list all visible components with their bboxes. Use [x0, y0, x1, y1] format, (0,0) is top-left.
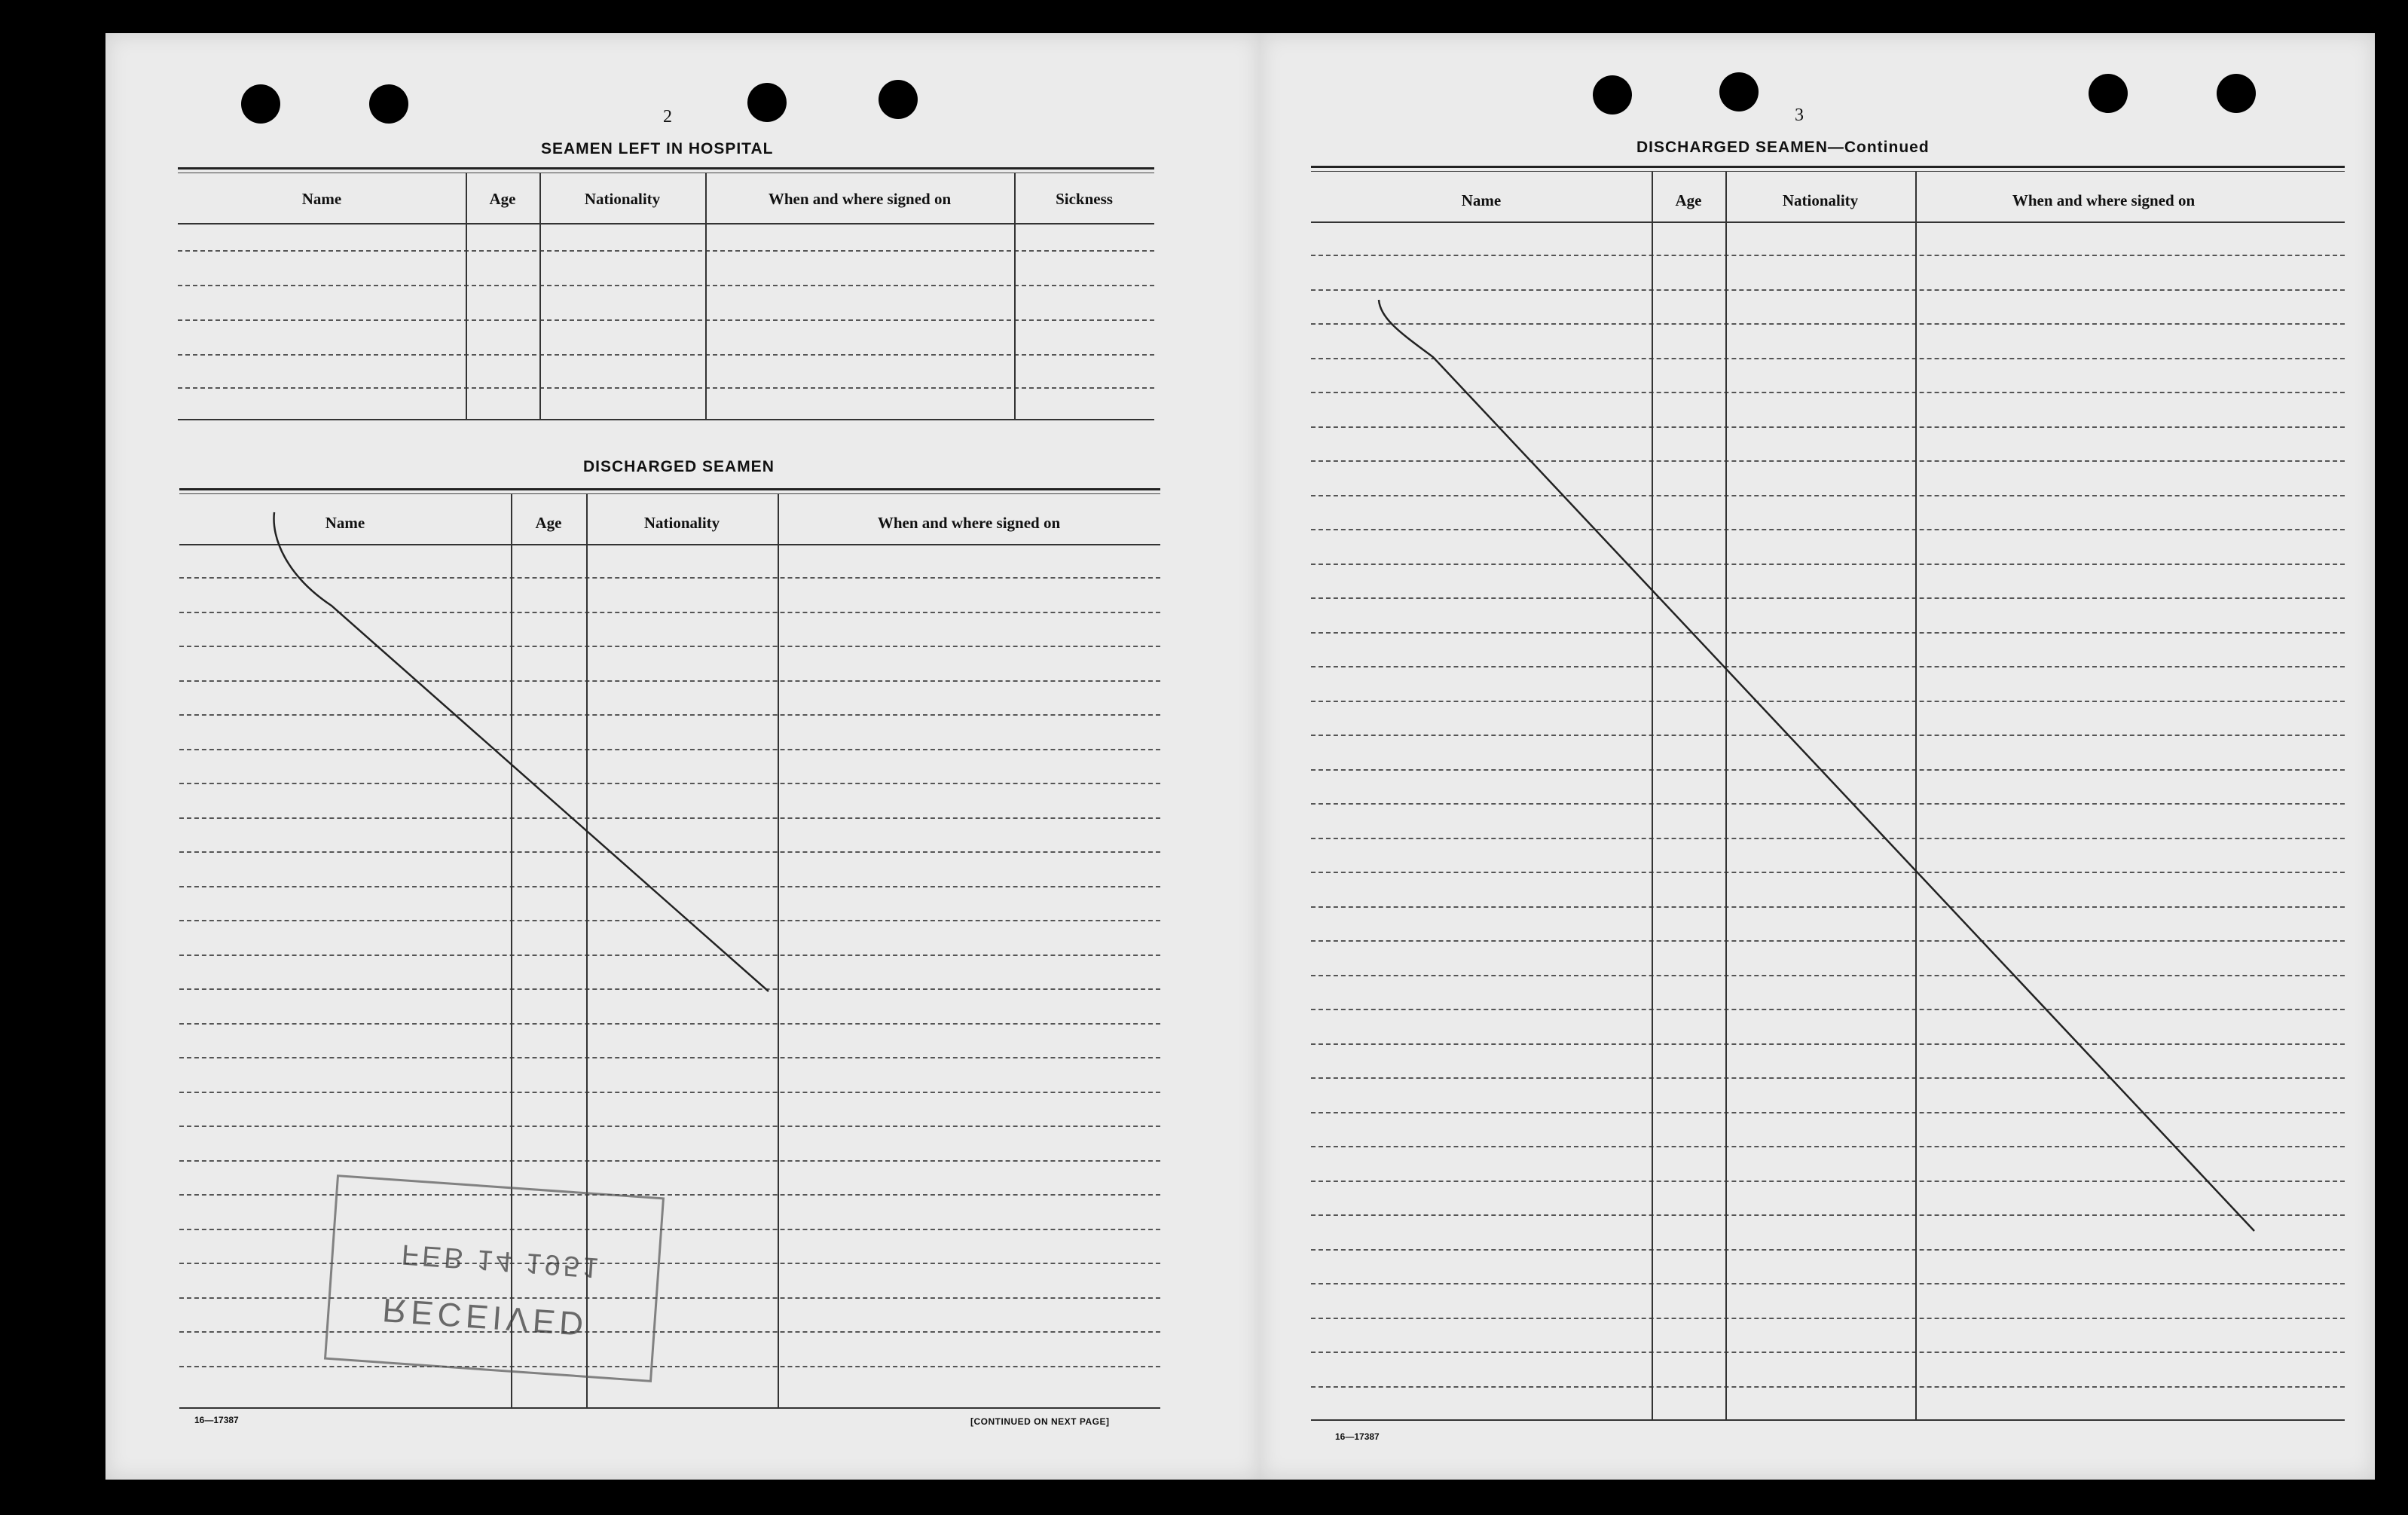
column-header: Sickness: [1056, 190, 1113, 208]
section-title-discharged: DISCHARGED SEAMEN: [583, 458, 775, 475]
table-row: [179, 920, 1160, 921]
column-header: Nationality: [584, 190, 661, 208]
binder-hole: [2217, 74, 2256, 113]
page-number: 2: [663, 107, 672, 127]
table-row: [179, 1297, 1160, 1299]
column-header: When and where signed on: [877, 514, 1061, 532]
column-header: Name: [301, 190, 342, 208]
table-row: [1311, 701, 2345, 702]
page-number: 3: [1795, 105, 1804, 125]
table-row: [1311, 392, 2345, 393]
table-row: [179, 955, 1160, 956]
table-row: [1311, 735, 2345, 736]
table-row: [179, 646, 1160, 647]
table-row: [1311, 1146, 2345, 1147]
binder-hole: [241, 84, 280, 124]
discharged-continued-table: [1311, 166, 2345, 1431]
table-row: [1311, 1077, 2345, 1079]
table-row: [1311, 1249, 2345, 1251]
table-row: [179, 612, 1160, 613]
table-row: [179, 749, 1160, 750]
received-stamp: [324, 1174, 665, 1382]
binder-hole: [369, 84, 408, 124]
table-row: [179, 988, 1160, 990]
table-row: [179, 886, 1160, 887]
table-row: [179, 1160, 1160, 1162]
table-row: [1311, 1283, 2345, 1284]
table-row: [1311, 564, 2345, 565]
table-row: [1311, 289, 2345, 291]
column-header: Nationality: [1782, 191, 1859, 209]
table-row: [1311, 1112, 2345, 1113]
table-row: [1311, 323, 2345, 325]
table-row: [1311, 1214, 2345, 1216]
table-row: [1311, 597, 2345, 599]
table-row: [1311, 975, 2345, 976]
hospital-table: [178, 167, 1154, 469]
binder-hole: [2089, 74, 2128, 113]
table-row: [1311, 358, 2345, 359]
table-row: [1311, 426, 2345, 428]
table-row: [179, 1263, 1160, 1264]
form-number: 16—17387: [194, 1415, 239, 1425]
continued-note: [CONTINUED ON NEXT PAGE]: [970, 1416, 1110, 1427]
form-number: 16—17387: [1335, 1431, 1380, 1442]
table-row: [1311, 632, 2345, 634]
column-header: Nationality: [643, 514, 720, 532]
table-row: [1311, 255, 2345, 256]
column-header: Name: [1461, 191, 1502, 209]
column-header: Name: [325, 514, 365, 532]
table-row: [179, 817, 1160, 819]
column-header: When and where signed on: [768, 190, 952, 208]
table-row: [179, 1023, 1160, 1025]
stamp-date-text: FEB 14 1951: [400, 1238, 603, 1284]
table-row: [1311, 906, 2345, 908]
discharged-table: [179, 488, 1160, 1445]
table-row: [1311, 460, 2345, 462]
table-row: [179, 1092, 1160, 1093]
binder-hole: [1593, 75, 1632, 115]
binder-hole: [879, 80, 918, 119]
table-row: [179, 714, 1160, 716]
column-header: Age: [489, 190, 516, 208]
section-title-discharged-continued: DISCHARGED SEAMEN—Continued: [1636, 139, 1930, 156]
binder-hole: [747, 83, 787, 122]
table-row: [1311, 1386, 2345, 1388]
left-page: [105, 33, 1260, 1480]
table-row: [179, 783, 1160, 784]
column-header: Age: [535, 514, 562, 532]
table-row: [1311, 1009, 2345, 1010]
table-row: [179, 1194, 1160, 1196]
column-header: When and where signed on: [2012, 191, 2196, 209]
table-row: [179, 1366, 1160, 1367]
table-row: [1311, 495, 2345, 496]
table-row: [1311, 1318, 2345, 1319]
section-title-hospital: SEAMEN LEFT IN HOSPITAL: [541, 140, 774, 157]
table-row: [1311, 838, 2345, 839]
table-row: [1311, 769, 2345, 771]
table-row: [179, 577, 1160, 579]
column-header: Age: [1675, 191, 1702, 209]
table-row: [1311, 940, 2345, 942]
table-row: [1311, 1181, 2345, 1182]
table-row: [1311, 666, 2345, 667]
stamp-received-text: RECEIVED: [381, 1290, 589, 1342]
table-row: [1311, 1043, 2345, 1045]
table-row: [179, 1126, 1160, 1127]
table-row: [1311, 529, 2345, 530]
table-row: [1311, 1352, 2345, 1353]
table-row: [1311, 872, 2345, 873]
table-row: [179, 1057, 1160, 1058]
binder-hole: [1719, 72, 1759, 111]
table-row: [1311, 803, 2345, 805]
table-row: [179, 851, 1160, 853]
table-row: [179, 1229, 1160, 1230]
right-page: [1260, 33, 2375, 1480]
table-row: [179, 680, 1160, 682]
